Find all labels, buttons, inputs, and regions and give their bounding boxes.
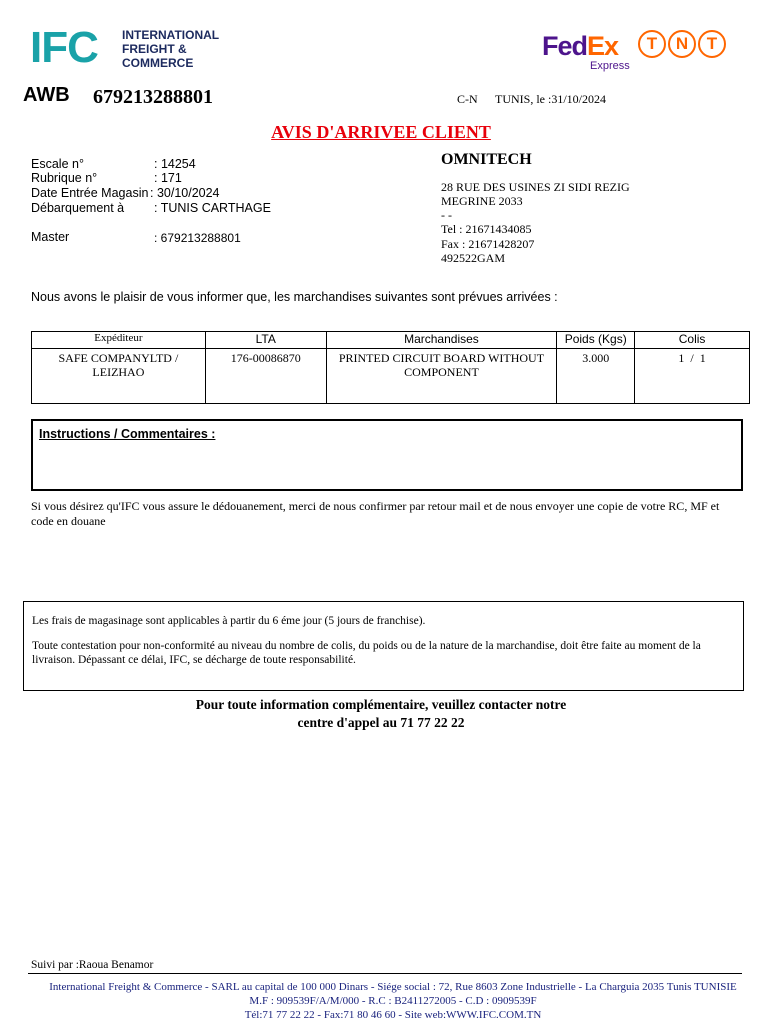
fedex-express-label: Express (590, 60, 630, 72)
intro-text: Nous avons le plaisir de vous informer que, les marchandises suivantes sont prévues arrivées : (31, 290, 558, 304)
field-value-debarquement: : TUNIS CARTHAGE (154, 201, 271, 215)
consignee-address-line: - - (441, 208, 452, 222)
contact-line: centre d'appel au 71 77 22 22 (297, 715, 465, 730)
consignee-fax: Fax : 21671428207 (441, 237, 535, 251)
fees-storage-text: Les frais de magasinage sont applicables à partir du 6 éme jour (5 jours de franchise). (32, 615, 426, 627)
ifc-name-line: INTERNATIONAL (122, 28, 220, 42)
fedex-logo-ex: Ex (587, 31, 619, 61)
tnt-letter: N (668, 30, 696, 58)
consignee-tel: Tel : 21671434085 (441, 222, 532, 236)
consignee-name: OMNITECH (441, 151, 532, 168)
ifc-logo-mark: IFC (30, 23, 98, 72)
goods-table (31, 331, 750, 404)
master-value: : 679213288801 (154, 231, 241, 245)
fees-box (23, 601, 744, 691)
header-colis: Colis (635, 332, 750, 349)
footer-registration-line: M.F : 909539F/A/M/000 - R.C : B2411272005 - C.D : 0909539F (249, 995, 537, 1007)
cell-expediteur: SAFE COMPANYLTD / LEIZHAO (32, 349, 206, 404)
contact-info (0, 696, 762, 732)
tnt-letter: T (698, 30, 726, 58)
footer-contact-line: Tél:71 77 22 22 - Fax:71 80 46 60 - Site web:WWW.IFC.COM.TN (244, 1009, 542, 1021)
contact-line: Pour toute information complémentaire, veuillez contacter notre (195, 697, 567, 712)
fees-contestation-text: Toute contestation pour non-conformité au niveau du nombre de colis, du poids ou de la nature de la marchandise, doit être faite au moment de la livraison. Dépassant ce délai, IFC, se décharge de toute responsabilité. (32, 640, 701, 666)
footer-divider (28, 973, 742, 974)
tnt-letter: T (638, 30, 666, 58)
ifc-logo-text (122, 28, 219, 70)
tnt-logo (638, 30, 730, 62)
cn-label: C-N (457, 92, 478, 106)
awb-number: 679213288801 (93, 86, 213, 108)
cell-colis: 1 / 1 (635, 349, 750, 404)
table-header-row (32, 332, 750, 349)
ifc-logo (30, 23, 230, 72)
instructions-box (31, 419, 743, 491)
awb-label: AWB (23, 84, 70, 106)
field-value-date-entree: : 30/10/2024 (150, 186, 220, 200)
ifc-name-line: COMMERCE (122, 56, 194, 70)
field-label-rubrique: Rubrique n° (31, 171, 98, 185)
header-lta: LTA (205, 332, 326, 349)
field-label-escale: Escale n° (31, 157, 84, 171)
consignee-address-line: MEGRINE 2033 (441, 194, 523, 208)
header-marchandises: Marchandises (326, 332, 557, 349)
field-value-rubrique: : 171 (154, 171, 182, 185)
place-date: TUNIS, le :31/10/2024 (495, 92, 606, 106)
cell-lta: 176-00086870 (205, 349, 326, 404)
field-value-escale: : 14254 (154, 157, 196, 171)
consignee-code: 492522GAM (441, 251, 506, 265)
consignee-address-line: 28 RUE DES USINES ZI SIDI REZIG (441, 180, 630, 194)
field-label-debarquement: Débarquement à (31, 201, 125, 215)
customs-notice: Si vous désirez qu'IFC vous assure le dédouanement, merci de nous confirmer par retour mail et de nous envoyer une copie de votre RC, MF et code en douane (31, 499, 720, 528)
footer-company-line: International Freight & Commerce - SARL au capital de 100 000 Dinars - Siége social : 72, Rue 8603 Zone Industrielle - La Charguia 2035 Tunis TUNISIE (49, 981, 737, 993)
instructions-title: Instructions / Commentaires : (39, 427, 216, 441)
followed-by: Suivi par :Raoua Benamor (31, 959, 154, 971)
document-title: AVIS D'ARRIVEE CLIENT (271, 122, 491, 142)
fedex-logo-fed: Fed (542, 31, 588, 61)
ifc-name-line: FREIGHT & (122, 42, 187, 56)
header-poids: Poids (Kgs) (557, 332, 635, 349)
header-expediteur: Expéditeur (32, 332, 206, 349)
cell-marchandises: PRINTED CIRCUIT BOARD WITHOUT COMPONENT (326, 349, 557, 404)
fedex-logo (542, 32, 618, 60)
master-label: Master (31, 230, 70, 244)
table-row (32, 349, 750, 404)
field-label-date-entree: Date Entrée Magasin (31, 186, 149, 200)
cell-poids: 3.000 (557, 349, 635, 404)
